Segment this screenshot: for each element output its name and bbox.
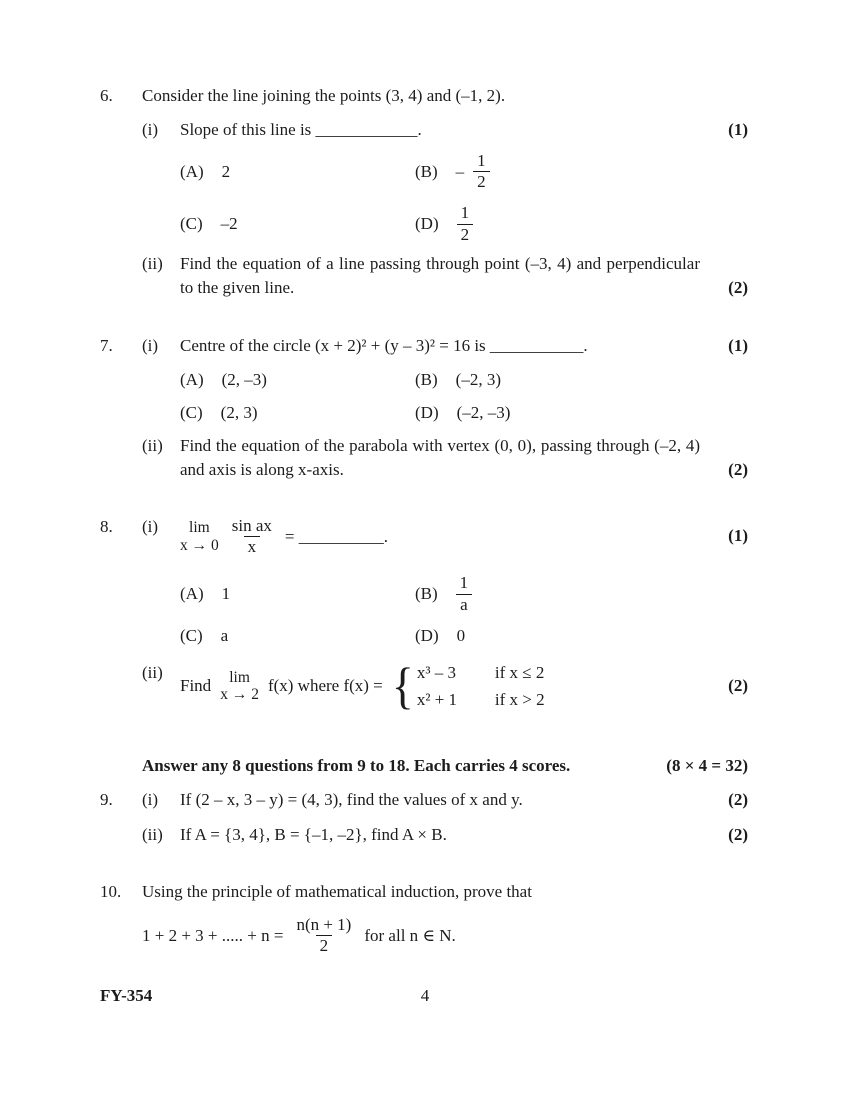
option-a xyxy=(180,160,415,184)
question-6-options-row-2 xyxy=(100,203,748,245)
subpart-label: (ii) xyxy=(142,254,163,274)
marks-badge: (2) xyxy=(728,277,748,297)
question-10-formula-row xyxy=(100,915,748,957)
subpart-label: (i) xyxy=(142,516,159,536)
case-2 xyxy=(417,688,545,712)
option-c xyxy=(180,624,415,648)
page-number: 4 xyxy=(420,986,430,1005)
page-footer xyxy=(0,984,850,1008)
option-label: (C) xyxy=(180,214,203,234)
fraction xyxy=(473,151,490,193)
piecewise-expression xyxy=(180,657,545,714)
question-number: 8. xyxy=(100,516,113,536)
fraction-numerator: n(n + 1) xyxy=(296,914,352,934)
option-value: (–2, –3) xyxy=(456,403,511,423)
option-label: (B) xyxy=(415,369,438,389)
section-marks: (8 × 4 = 32) xyxy=(666,755,748,775)
option-label: (C) xyxy=(180,403,203,423)
option-label: (B) xyxy=(415,584,438,604)
option-value: 2 xyxy=(221,161,231,181)
option-value: (2, –3) xyxy=(221,369,267,389)
option-value: a xyxy=(220,626,229,646)
fraction-denominator: x xyxy=(244,536,261,557)
fraction xyxy=(292,915,355,957)
question-8i-row xyxy=(100,515,748,558)
question-7-options-row-2 xyxy=(100,401,748,425)
induction-formula xyxy=(142,915,456,957)
fraction xyxy=(228,516,276,558)
function-text: f(x) where f(x) = xyxy=(267,676,383,696)
fraction-denominator: 2 xyxy=(316,935,333,956)
marks-badge: (1) xyxy=(728,119,748,139)
subpart-label: (ii) xyxy=(142,663,163,683)
option-c xyxy=(180,212,415,236)
case-condition: if x ≤ 2 xyxy=(494,663,545,683)
fraction-denominator: a xyxy=(456,594,472,615)
option-label: (B) xyxy=(415,161,438,181)
option-value: (2, 3) xyxy=(220,403,258,423)
option-label: (A) xyxy=(180,161,204,181)
option-value: 1 xyxy=(221,584,231,604)
fraction-numerator: 1 xyxy=(460,203,470,223)
piecewise-cases xyxy=(391,657,545,714)
fraction xyxy=(457,203,474,245)
option-c xyxy=(180,401,415,425)
question-8-options-row-1 xyxy=(100,573,748,615)
question-text: Slope of this line is ____________. xyxy=(180,119,422,139)
question-stem: Consider the line joining the points (3, 4) and (–1, 2). xyxy=(142,86,506,105)
subpart-label: (ii) xyxy=(142,436,163,456)
question-text: Find the equation of the parabola with vertex (0, 0), passing through (–2, 4) and axis is along x-axis. xyxy=(180,436,700,479)
limit-notation xyxy=(220,669,259,705)
question-9ii-row xyxy=(100,823,748,847)
option-value: 0 xyxy=(456,626,466,646)
subpart-label: (ii) xyxy=(142,825,163,845)
marks-badge: (2) xyxy=(728,825,748,845)
question-9i-row xyxy=(100,788,748,812)
lim-word: lim xyxy=(189,518,210,536)
question-6i-row xyxy=(100,118,748,142)
case-expression: x² + 1 xyxy=(416,689,458,709)
curly-brace: { xyxy=(391,657,414,714)
question-7i-row xyxy=(100,334,748,358)
option-d xyxy=(415,624,465,648)
question-stem: Using the principle of mathematical induction, prove that xyxy=(142,882,532,901)
question-7ii-row xyxy=(100,434,748,482)
lim-subscript: x → 2 xyxy=(220,686,259,704)
case-condition: if x > 2 xyxy=(494,689,545,709)
option-value: (–2, 3) xyxy=(455,369,501,389)
option-value xyxy=(456,151,490,193)
question-8ii-row xyxy=(100,657,748,714)
fraction-numerator: 1 xyxy=(459,573,469,593)
find-word: Find xyxy=(180,676,212,696)
limit-notation xyxy=(180,519,219,555)
option-d xyxy=(415,401,510,425)
option-label: (D) xyxy=(415,626,439,646)
fraction-numerator: sin ax xyxy=(231,515,272,535)
lim-word: lim xyxy=(229,668,250,686)
option-b xyxy=(415,573,472,615)
option-value: –2 xyxy=(220,214,238,234)
formula-left: 1 + 2 + 3 + ..... + n = xyxy=(142,925,284,945)
option-label: (D) xyxy=(415,403,439,423)
question-8-options-row-2 xyxy=(100,624,748,648)
option-label: (A) xyxy=(180,584,204,604)
question-text: If (2 – x, 3 – y) = (4, 3), find the values of x and y. xyxy=(180,790,523,810)
question-6ii-row xyxy=(100,252,748,300)
question-text: Find the equation of a line passing through point (–3, 4) and perpendicular to the given line. xyxy=(180,254,700,297)
question-6-stem-row xyxy=(100,84,748,108)
exam-content xyxy=(100,84,748,957)
marks-badge: (2) xyxy=(728,459,748,479)
equals-blank: = __________. xyxy=(284,526,388,546)
fraction-denominator: 2 xyxy=(457,224,474,245)
subpart-label: (i) xyxy=(142,119,159,139)
option-a xyxy=(180,368,415,392)
question-6-options-row-1 xyxy=(100,151,748,193)
marks-badge: (1) xyxy=(728,526,748,546)
limit-expression xyxy=(180,516,388,558)
question-text: If A = {3, 4}, B = {–1, –2}, find A × B. xyxy=(180,825,447,845)
fraction xyxy=(456,573,473,615)
option-b xyxy=(415,151,490,193)
fraction-denominator: 2 xyxy=(473,171,490,192)
option-label: (A) xyxy=(180,369,204,389)
option-d xyxy=(415,203,473,245)
option-b xyxy=(415,368,501,392)
lim-subscript: x → 0 xyxy=(180,536,219,554)
marks-badge: (2) xyxy=(728,790,748,810)
option-label: (C) xyxy=(180,626,203,646)
question-number: 7. xyxy=(100,335,113,355)
section-instruction: Answer any 8 questions from 9 to 18. Each carries 4 scores. xyxy=(142,755,571,775)
formula-right: for all n ∈ N. xyxy=(364,925,456,945)
subpart-label: (i) xyxy=(142,790,159,810)
option-label: (D) xyxy=(415,214,439,234)
question-10-stem-row xyxy=(100,880,748,904)
fraction-numerator: 1 xyxy=(477,150,486,170)
question-number: 9. xyxy=(100,790,113,810)
paper-code: FY-354 xyxy=(100,986,153,1005)
option-a xyxy=(180,582,415,606)
marks-badge: (2) xyxy=(728,676,748,696)
question-text: Centre of the circle (x + 2)² + (y – 3)² = 16 is ___________. xyxy=(180,335,588,355)
question-number: 10. xyxy=(100,882,122,901)
minus-sign: – xyxy=(455,161,465,181)
subpart-label: (i) xyxy=(142,335,159,355)
case-1 xyxy=(417,661,545,685)
section-instruction-row xyxy=(100,754,748,778)
case-expression: x³ – 3 xyxy=(416,663,456,683)
marks-badge: (1) xyxy=(728,335,748,355)
question-7-options-row-1 xyxy=(100,368,748,392)
question-number: 6. xyxy=(100,86,113,105)
